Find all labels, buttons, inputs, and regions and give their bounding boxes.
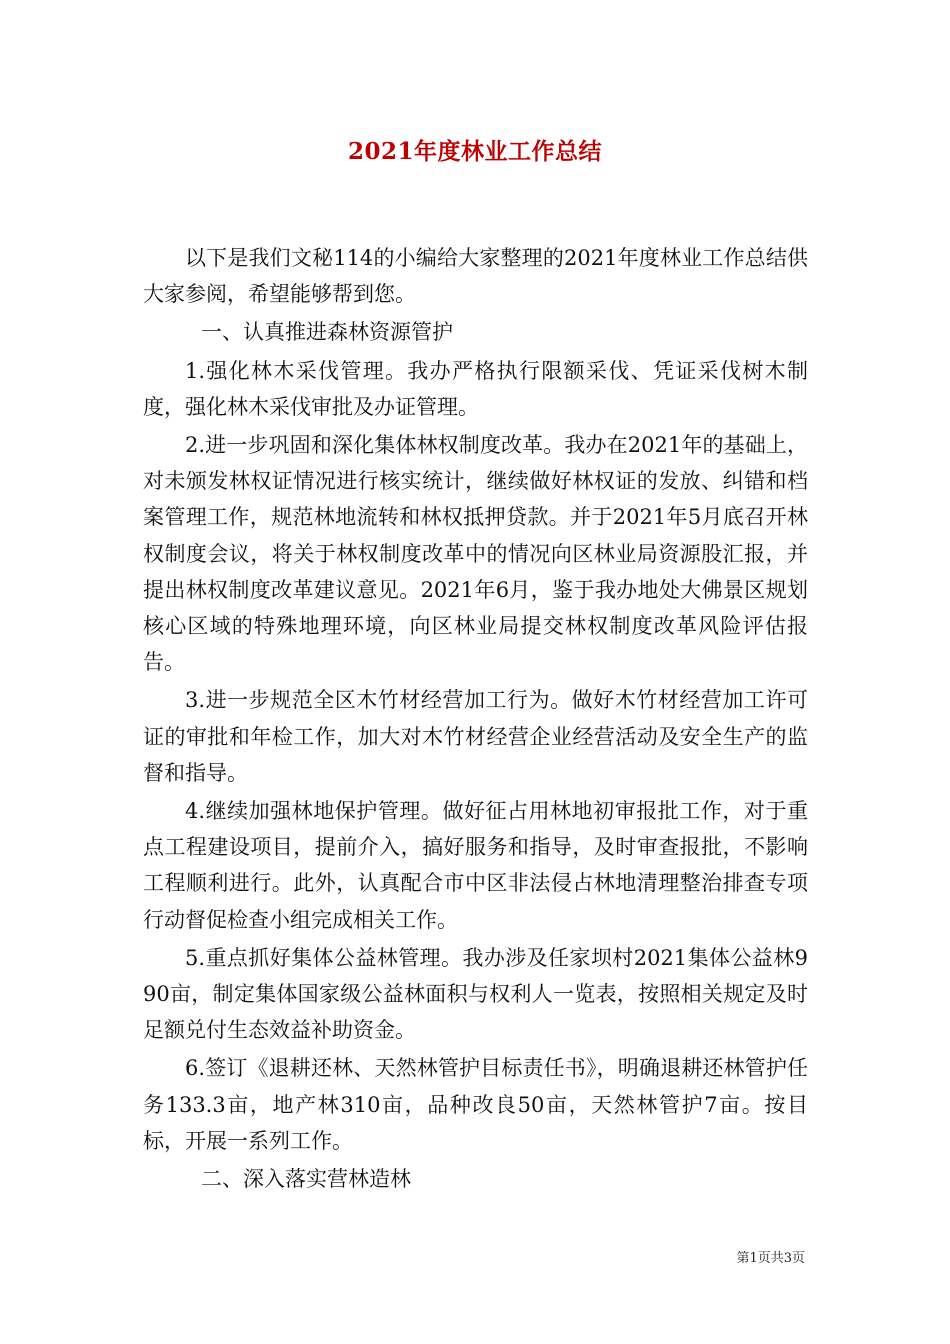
paragraph-item-3: 3.进一步规范全区木竹材经营加工行为。做好木竹材经营加工许可证的审批和年检工作，加大对木竹材经营企业经营活动及安全生产的监督和指导。 xyxy=(143,688,808,785)
section-heading-2: 二、深入落实营林造林 xyxy=(201,1167,411,1192)
paragraph-item-5: 5.重点抓好集体公益林管理。我办涉及任家坝村2021集体公益林990亩，制定集体国家级公益林面积与权利人一览表，按照相关规定及时足额兑付生态效益补助资金。 xyxy=(143,945,808,1043)
document-title: 2021年度林业工作总结 xyxy=(347,138,602,165)
paragraph-item-2: 2.进一步巩固和深化集体林权制度改革。我办在2021年的基础上，对未颁发林权证情况进行核实统计，继续做好林权证的发放、纠错和档案管理工作，规范林地流转和林权抵押贷款。并于2021年5月底召开林权制度会议，将关于林权制度改革中的情况向区林业局资源股汇报，并提出林权制度改革建议意见。2021年6月，鉴于我办地处大佛景区规划核心区域的特殊地理环境，向区林业局提交林权制度改革风险评估报告。 xyxy=(143,433,808,675)
page-number-footer: 第1页共3页 xyxy=(736,1251,805,1266)
document-body xyxy=(143,240,808,1199)
paragraph-item-6: 6.签订《退耕还林、天然林管护目标责任书》，明确退耕还林管护任务133.3亩，地产林310亩，品种改良50亩，天然林管护7亩。按目标，开展一系列工作。 xyxy=(143,1056,808,1153)
paragraph-item-4: 4.继续加强林地保护管理。做好征占用林地初审报批工作，对于重点工程建设项目，提前介入，搞好服务和指导，及时审查报批，不影响工程顺利进行。此外，认真配合市中区非法侵占林地清理整治排查专项行动督促检查小组完成相关工作。 xyxy=(143,799,808,932)
paragraph-item-1: 1.强化林木采伐管理。我办严格执行限额采伐、凭证采伐树木制度，强化林木采伐审批及办证管理。 xyxy=(143,358,808,419)
section-heading-1: 一、认真推进森林资源管护 xyxy=(201,320,453,345)
intro-paragraph: 以下是我们文秘114的小编给大家整理的2021年度林业工作总结供大家参阅，希望能够帮到您。 xyxy=(143,246,808,307)
